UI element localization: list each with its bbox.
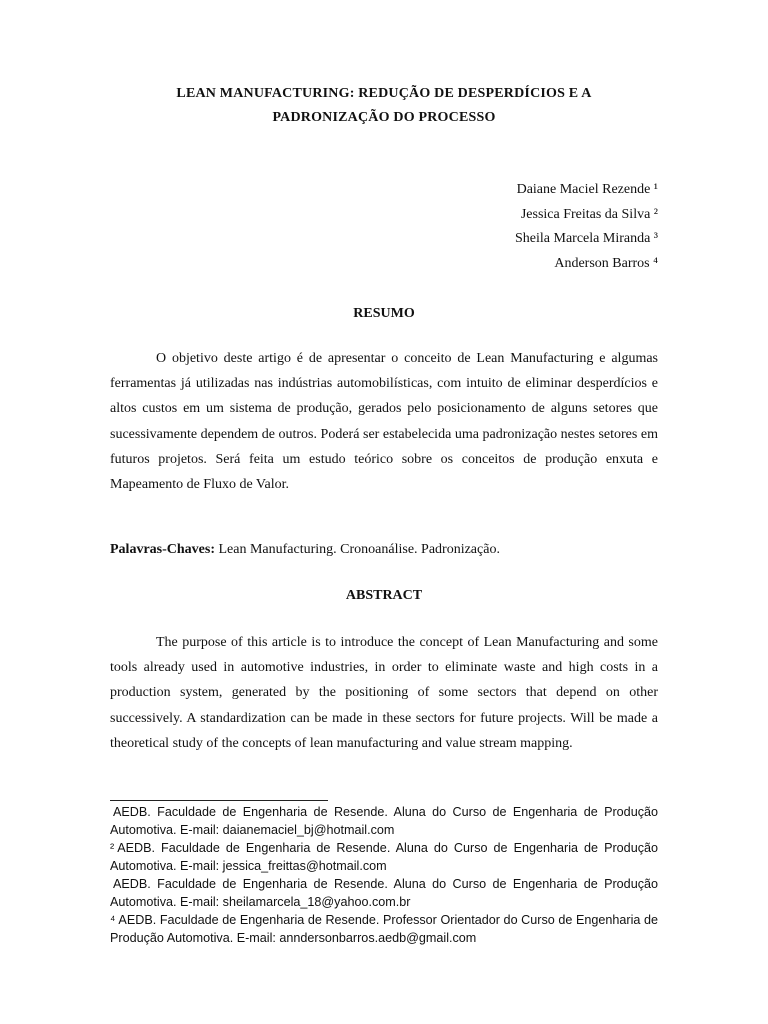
- abstract-heading: ABSTRACT: [345, 588, 423, 603]
- footnote-4-text: AEDB. Faculdade de Engenharia de Resende. Professor Orientador do Curso de Engenharia de Produção Automotiva. E-mail: anndersonbarros.aedb@gmail.com: [110, 913, 658, 945]
- footnote-3: [110, 875, 658, 911]
- footnote-3-text: AEDB. Faculdade de Engenharia de Resende. Aluna do Curso de Engenharia de Produção Automotiva. E-mail: sheilamarcela_18@yahoo.com.br: [110, 877, 658, 909]
- footnote-4: [110, 911, 658, 947]
- resumo-paragraph: [110, 346, 658, 497]
- paper-title-line-1: LEAN MANUFACTURING: REDUÇÃO DE DESPERDÍCIOS E A: [176, 86, 592, 101]
- footnotes: [110, 803, 658, 947]
- abstract-text: The purpose of this article is to introduce the concept of Lean Manufacturing and some tools already used in automotive industries, in order to eliminate waste and high costs in a production system, generated by the positioning of some sectors that depend on other successively. A standardization can be made in these sectors for future projects. Will be made a theoretical study of the concepts of lean manufacturing and value stream mapping.: [110, 635, 658, 751]
- footnote-2: [110, 839, 658, 875]
- paper-title-line-2: PADRONIZAÇÃO DO PROCESSO: [272, 110, 496, 125]
- abstract-paragraph: [110, 630, 658, 756]
- keywords-value: Lean Manufacturing. Cronoanálise. Padronização.: [218, 542, 500, 557]
- keywords-line: [110, 542, 500, 558]
- footnote-4-mark: ⁴: [110, 913, 116, 927]
- footnote-1: [110, 803, 658, 839]
- author-1: Daiane Maciel Rezende ¹: [516, 182, 658, 197]
- author-2: Jessica Freitas da Silva ²: [520, 206, 658, 222]
- footnote-separator: [110, 800, 328, 801]
- author-3: Sheila Marcela Miranda ³: [515, 231, 658, 246]
- author-4: Anderson Barros ⁴: [554, 255, 658, 271]
- footnote-2-mark: ²: [110, 841, 115, 855]
- resumo-heading: RESUMO: [353, 306, 415, 321]
- footnote-2-text: AEDB. Faculdade de Engenharia de Resende. Aluna do Curso de Engenharia de Produção Automotiva. E-mail: jessica_freittas@hotmail.com: [110, 841, 658, 873]
- author-list: [515, 180, 658, 278]
- footnote-1-text: AEDB. Faculdade de Engenharia de Resende. Aluna do Curso de Engenharia de Produção Automotiva. E-mail: daianemaciel_bj@hotmail.com: [110, 805, 658, 837]
- keywords-label: Palavras-Chaves:: [110, 542, 215, 557]
- resumo-text: O objetivo deste artigo é de apresentar o conceito de Lean Manufacturing e algumas ferramentas já utilizadas nas indústrias automobilísticas, com intuito de eliminar desperdícios e altos custos em um sistema de produção, gerados pelo posicionamento de alguns setores que sucessivamente dependem de outros. Poderá ser estabelecida uma padronização nestes setores em futuros projetos. Será feita um estudo teórico sobre os conceitos de produção enxuta e Mapeamento de Fluxo de Valor.: [110, 351, 658, 493]
